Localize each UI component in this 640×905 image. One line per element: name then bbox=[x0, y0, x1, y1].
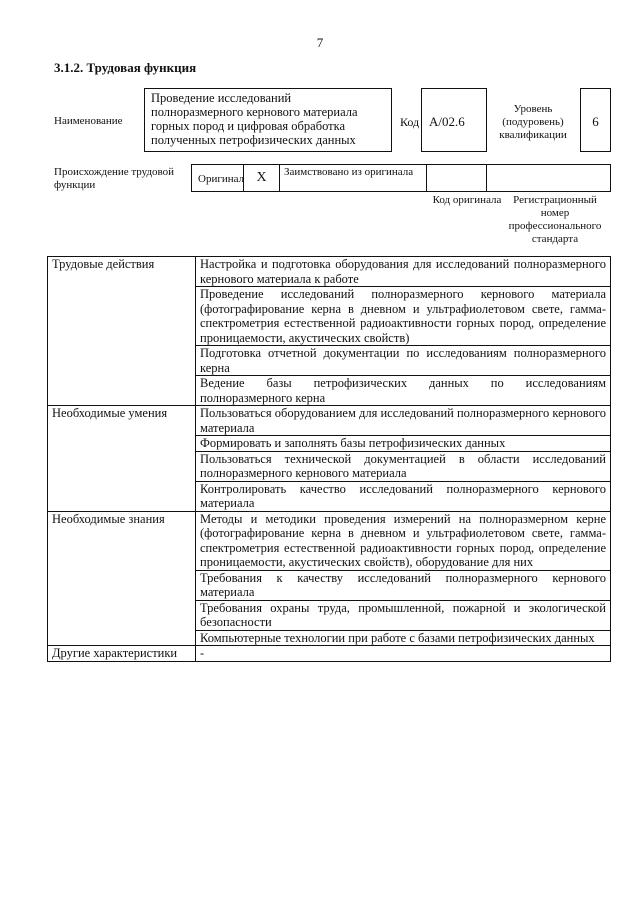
category-cell: Трудовые действия bbox=[48, 257, 196, 406]
table-row bbox=[48, 257, 611, 287]
table-row bbox=[48, 646, 611, 662]
item-cell: Пользоваться технической документацией в области исследований полноразмерного кернового материала bbox=[196, 451, 611, 481]
item-cell: Ведение базы петрофизических данных по исследованиям полноразмерного керна bbox=[196, 376, 611, 406]
category-cell: Другие характеристики bbox=[48, 646, 196, 662]
function-code-box: A/02.6 bbox=[421, 88, 487, 152]
qualification-level-label: Уровень (подуровень) квалификации bbox=[499, 103, 567, 141]
section-title: 3.1.2. Трудовая функция bbox=[54, 60, 197, 75]
table-row bbox=[48, 511, 611, 570]
category-cell: Необходимые знания bbox=[48, 511, 196, 646]
item-cell: - bbox=[196, 646, 611, 662]
item-cell: Подготовка отчетной документации по исследованиям полноразмерного керна bbox=[196, 346, 611, 376]
borrowed-label: Заимствовано из оригинала bbox=[280, 165, 427, 191]
registration-number-label: Регистрационный номер профессионального стандарта bbox=[508, 194, 602, 245]
category-cell: Необходимые умения bbox=[48, 406, 196, 512]
page-number: 7 bbox=[316, 35, 324, 50]
original-code-cell bbox=[427, 165, 487, 191]
original-code-label: Код оригинала bbox=[432, 194, 502, 206]
registration-number-cell bbox=[487, 165, 610, 191]
item-cell: Настройка и подготовка оборудования для исследований полноразмерного кернового материала к работе bbox=[196, 257, 611, 287]
function-details-table bbox=[47, 256, 611, 662]
code-label: Код bbox=[400, 115, 420, 129]
item-cell: Методы и методики проведения измерений на полноразмерном керне (фотографирование керна в дневном и ультрафиолетовом свете, гамма-спектрометрия естественной радиоактивности горных пород, определение проницаемости, акустических свойств), оборудование для них bbox=[196, 511, 611, 570]
item-cell: Формировать и заполнять базы петрофизических данных bbox=[196, 436, 611, 452]
item-cell: Проведение исследований полноразмерного кернового материала (фотографирование керна в дневном и ультрафиолетовом свете, гамма-спектрометрия естественной радиоактивности горных пород, определение проницаемости, акустических свойств) bbox=[196, 287, 611, 346]
original-mark: X bbox=[244, 165, 280, 191]
origin-row bbox=[191, 164, 611, 192]
item-cell: Требования к качеству исследований полноразмерного кернового материала bbox=[196, 570, 611, 600]
function-name-box: Проведение исследований полноразмерного кернового материала горных пород и цифровая обработка полученных петрофизических данных bbox=[144, 88, 392, 152]
item-cell: Контролировать качество исследований полноразмерного кернового материала bbox=[196, 481, 611, 511]
item-cell: Требования охраны труда, промышленной, пожарной и экологической безопасности bbox=[196, 600, 611, 630]
origin-label: Происхождение трудовой функции bbox=[54, 166, 175, 191]
item-cell: Пользоваться оборудованием для исследований полноразмерного кернового материала bbox=[196, 406, 611, 436]
original-label: Оригинал bbox=[192, 165, 244, 191]
table-row bbox=[48, 406, 611, 436]
qualification-level-box: 6 bbox=[580, 88, 611, 152]
item-cell: Компьютерные технологии при работе с базами петрофизических данных bbox=[196, 630, 611, 646]
name-label: Наименование bbox=[54, 115, 123, 127]
